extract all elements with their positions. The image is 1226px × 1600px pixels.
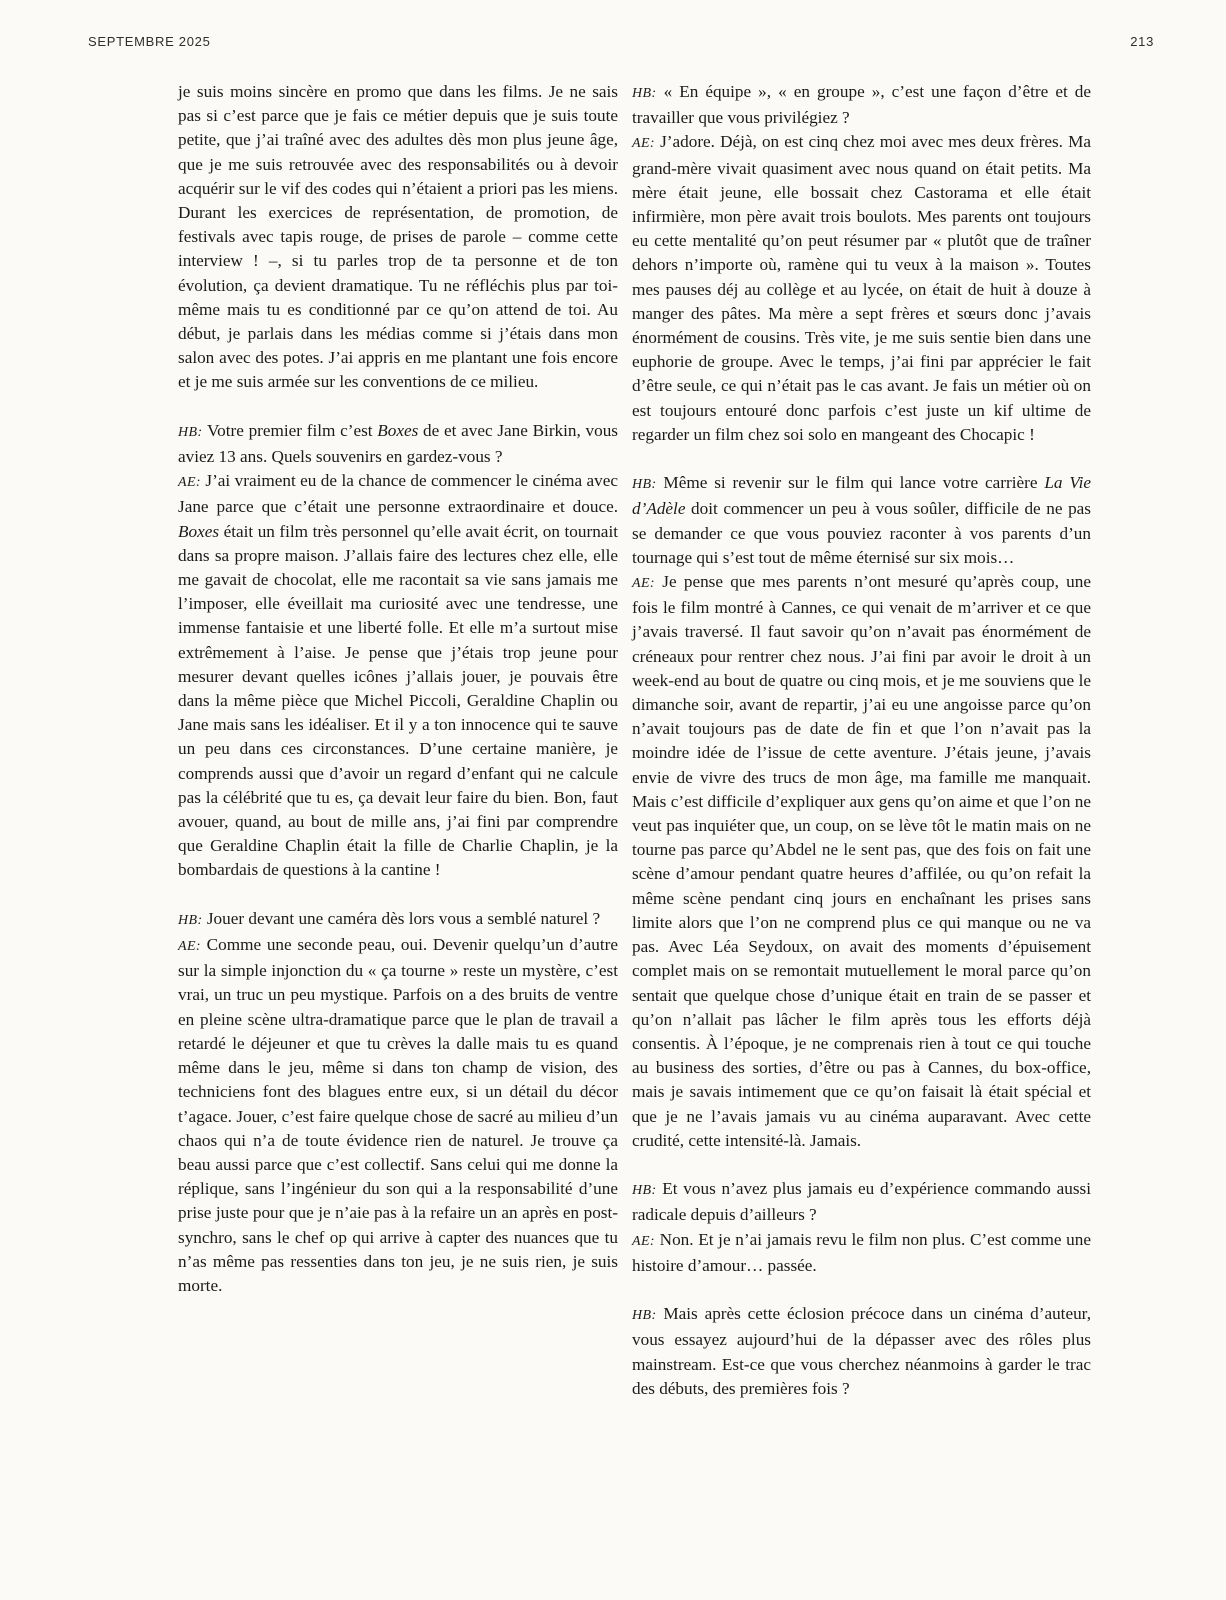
qa-block — [178, 419, 618, 883]
text-segment: était un film très personnel qu’elle avait écrit, on tournait dans sa propre maison. J’allais faire des lectures chez elle, elle me gavait de chocolat, elle me racontait sa vie sans jamais me l’imposer, elle éveillait ma curiosité avec une tendresse, une immense fantaisie et une liberté folle. Et elle m’a surtout mise extrêmement à l’aise. Je pense que j’étais trop jeune pour mesurer devant quelles icônes j’allais jouer, je pouvais être dans la même pièce que Michel Piccoli, Geraldine Chaplin ou Jane mais sans les idéaliser. Et il y a ton innocence qui te sauve un peu dans ces circonstances. D’une certaine manière, je comprends aussi que d’avoir un regard d’enfant qui ne calcule pas la célébrité que tu es, ça devait leur faire du bien. Bon, faut avouer, quand, au bout de mille ans, j’ai fini par comprendre que Geraldine Chaplin était la fille de Charlie Chaplin, je la bombardais de questions à la cantine ! — [178, 521, 618, 880]
text-segment: Jouer devant une caméra dès lors vous a semblé naturel ? — [202, 908, 601, 928]
text-segment: La Vie d’Adèle — [632, 473, 1091, 519]
text-segment: Votre premier film c’est — [202, 420, 378, 440]
text-segment: J’adore. Déjà, on est cinq chez moi avec mes deux frères. Ma grand-mère vivait quasiment avec nous quand on était petits. Ma mère était jeune, elle bossait chez Castorama et elle était infirmière, mon père avait trois boulots. Mes parents ont toujours eu cette mentalité qu’on peut résumer par « plutôt que de traîner dehors n’importe où, ramène qui tu veux à la maison ». Toutes mes pauses déj au collège et au lycée, on était de huit à douze à manger des pâtes. Ma mère a sept frères et sœurs donc j’avais énormément de cousins. Très vite, je me suis sentie bien dans une euphorie de groupe. Avec le temps, j’ai fini par apprécier le fait d’être seule, ce qui n’était pas le cas avant. Je fais un métier où on est toujours entouré donc parfois c’est juste un kif ultime de regarder un film chez soi solo en mangeant des Chocapic ! — [632, 132, 1091, 444]
speech-paragraph — [632, 471, 1091, 570]
speech-paragraph — [178, 469, 618, 882]
speaker-label: AE: — [178, 475, 201, 491]
issue-date: SEPTEMBRE 2025 — [88, 34, 211, 49]
speech-paragraph — [632, 1228, 1091, 1278]
speech-paragraph — [178, 907, 618, 933]
text-segment: Boxes — [178, 521, 220, 541]
speaker-label: HB: — [632, 477, 657, 493]
speaker-label: AE: — [632, 576, 655, 592]
text-segment: « En équipe », « en groupe », c’est une façon d’être et de travailler que vous privilégiez ? — [632, 82, 1091, 128]
page-number: 213 — [1130, 34, 1154, 49]
qa-block — [632, 80, 1091, 447]
page-header — [88, 34, 1154, 49]
text-segment: je suis moins sincère en promo que dans les films. Je ne sais pas si c’est parce que je fais ce métier depuis que je suis toute petite, que j’ai traîné avec des adultes dès mon plus jeune âge, que je me suis retrouvée avec des responsabilités ou à devoir acquérir sur le vif des codes qui n’étaient a priori pas les miens. Durant les exercices de représentation, de promotion, de festivals avec tapis rouge, de prises de parole – comme cette interview ! –, si tu parles trop de ta personne et de ton évolution, ça devient dramatique. Tu ne réfléchis plus par toi-même mais tu es conditionné par ce qu’on attend de toi. Au début, je parlais dans les médias comme si j’étais dans mon salon avec des potes. J’ai appris en me plantant une fois encore et je me suis armée sur les conventions de ce milieu. — [178, 82, 618, 392]
speech-paragraph — [632, 1177, 1091, 1227]
speaker-label: HB: — [632, 86, 657, 101]
text-segment: Même si revenir sur le film qui lance votre carrière — [656, 473, 1045, 493]
text-segment: Comme une seconde peau, oui. Devenir quelqu’un d’autre sur la simple injonction du « ça tourne » reste un mystère, c’est vrai, un truc un peu mystique. Parfois on a des bruits de ventre en pleine scène ultra-dramatique parce que le plan de travail a retardé le déjeuner et que tu crèves la dalle mais tu es quand même dans le jeu, même si dans ton champ de vision, des techniciens font des blagues entre eux, si un détail du décor t’agace. Jouer, c’est faire quelque chose de sacré au milieu d’un chaos qui n’a de toute évidence rien de naturel. Je trouve ça beau aussi parce que c’est collectif. Sans celui qui me donne la réplique, sans l’ingénieur du son qui a la responsabilité d’une prise juste pour que je n’aie pas à la refaire un an après en post-synchro, sans le chef op qui arrive à capter des nuances que tu n’as même pas ressenties dans ton jeu, je ne suis rien, je suis morte. — [178, 935, 618, 1295]
speaker-label: HB: — [178, 424, 203, 440]
speaker-label: HB: — [178, 912, 203, 928]
speech-paragraph — [632, 1302, 1091, 1401]
qa-block — [178, 907, 618, 1298]
speaker-label: AE: — [632, 136, 655, 152]
text-segment: Et vous n’avez plus jamais eu d’expérience commando aussi radicale depuis d’ailleurs ? — [632, 1179, 1091, 1225]
text-segment: J’ai vraiment eu de la chance de commencer le cinéma avec Jane parce que c’était une personne extraordinaire et douce. — [178, 471, 618, 517]
text-segment: Je pense que mes parents n’ont mesuré qu’après coup, une fois le film montré à Cannes, ce qui venait de m’arriver et ce que j’avais traversé. Il faut savoir qu’on n’avait pas énormément de créneaux pour rentrer chez nous. J’ai fini par avoir le droit à un week-end au bout de quatre ou cinq mois, et je me souviens que le dimanche soir, avant de repartir, j’ai eu une angoisse parce qu’on n’avait toujours pas de date de fin et que l’on n’avait pas la moindre idée de l’issue de cette aventure. J’étais jeune, j’avais envie de vivre des trucs de mon âge, ma famille me manquait. Mais c’est difficile d’expliquer aux gens qu’on aime et que l’on ne veut pas inquiéter que, un coup, on se lève tôt le matin mais on ne tourne pas parce qu’Abdel ne le sent pas, que des fois on fait une scène d’amour pendant quatre heures d’affilée, ou qu’on refait la même scène pendant cinq jours en enchaînant les prises sans limite alors que l’on ne comprend plus ce qui manque ou ne va pas. Avec Léa Seydoux, on avait des moments d’épuisement complet mais on se remontait mutuellement le moral parce qu’on sentait que quelque chose d’unique était en train de se passer et qu’on n’allait pas lâcher le film après tous les efforts déjà consentis. À l’époque, je ne comprenais rien à tout ce qui touche au business des sorties, d’être ou pas à Cannes, du box-office, mais je savais intimement que ce qu’on faisait là était spécial et que je ne l’avais jamais vu au cinéma auparavant. Avec cette crudité, cette intensité-là. Jamais. — [632, 572, 1091, 1150]
qa-block — [632, 471, 1091, 1153]
qa-block — [178, 80, 618, 395]
text-segment: Mais après cette éclosion précoce dans un cinéma d’auteur, vous essayez aujourd’hui de la dépasser avec des rôles plus mainstream. Est-ce que vous cherchez néanmoins à garder le trac des débuts, des premières fois ? — [632, 1304, 1091, 1398]
speaker-label: AE: — [178, 939, 201, 955]
qa-block — [632, 1302, 1091, 1401]
text-segment: de et avec Jane Birkin, vous aviez 13 ans. Quels souvenirs en gardez-vous ? — [178, 420, 618, 467]
speech-paragraph — [632, 570, 1091, 1153]
text-column-right — [632, 80, 1091, 1401]
text-column-left — [178, 80, 618, 1401]
speech-paragraph — [632, 80, 1091, 130]
body-paragraph — [178, 80, 618, 395]
text-segment: Boxes — [377, 420, 419, 440]
speech-paragraph — [178, 933, 618, 1298]
text-segment: doit commencer un peu à vous soûler, difficile de ne pas se demander ce que vous pouviez raconter à vos parents d’un tournage qui s’est tout de même éternisé sur six mois… — [632, 499, 1091, 567]
speech-paragraph — [632, 130, 1091, 447]
speaker-label: HB: — [632, 1308, 657, 1324]
qa-block — [632, 1177, 1091, 1278]
text-segment: Non. Et je n’ai jamais revu le film non plus. C’est comme une histoire d’amour… passée. — [632, 1229, 1091, 1275]
speaker-label: AE: — [632, 1233, 655, 1249]
article-body — [178, 80, 1091, 1401]
speaker-label: HB: — [632, 1183, 657, 1199]
speech-paragraph — [178, 419, 618, 469]
